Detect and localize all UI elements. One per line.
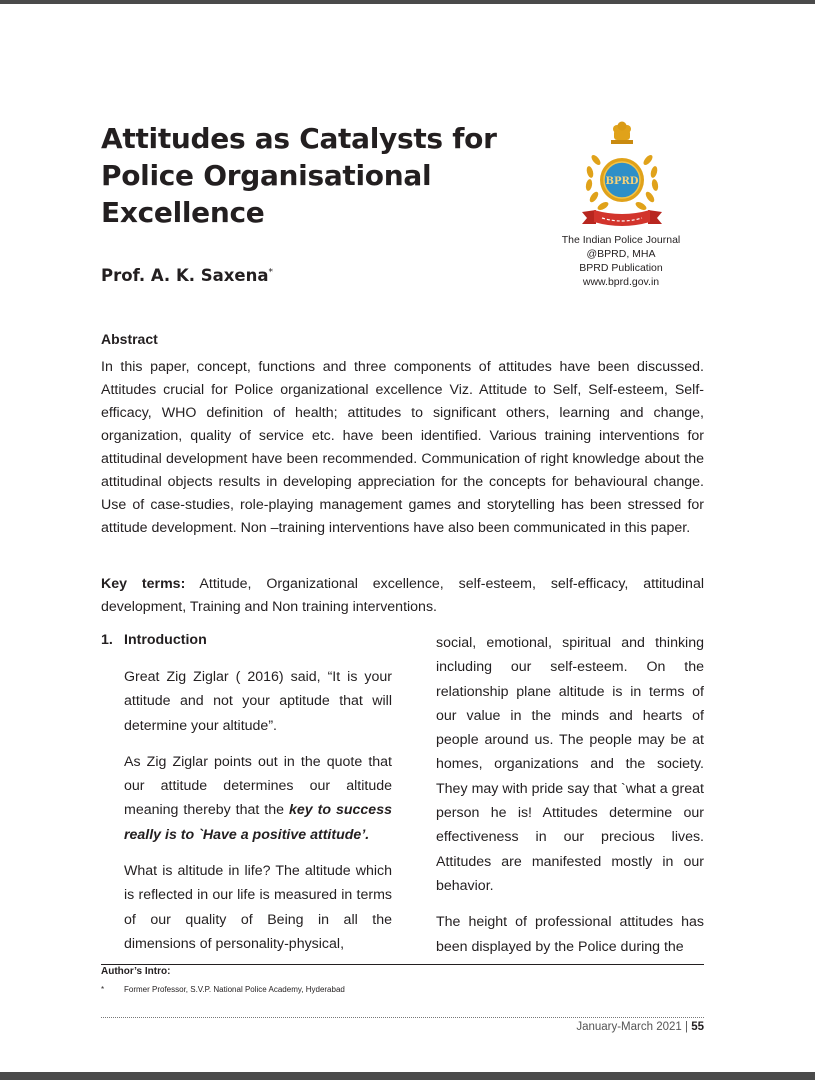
abstract-heading: Abstract [101,331,158,347]
journal-name: The Indian Police Journal [561,234,681,246]
author-name [101,266,273,285]
author-name-text: Prof. A. K. Saxena [101,266,269,285]
right-column [436,631,704,971]
footnote-text [101,985,345,994]
section-title: Introduction [124,632,207,648]
footer-divider [101,1017,704,1018]
intro-paragraph-5: The height of professional attitudes has been displayed by the Police during the [436,914,704,955]
author-footnote-mark: * [268,267,273,278]
bottom-border [0,1072,815,1080]
intro-paragraph-2-emphasis: key to success really is to `Have a positive attitude’. [124,802,392,843]
top-border [0,0,815,4]
intro-paragraph-2 [124,750,392,847]
bprd-emblem-icon [576,120,668,230]
intro-paragraph-2-text: As Zig Ziglar points out in the quote that our attitude determines our altitude meaning thereby that the [124,753,392,819]
journal-website: www.bprd.gov.in [582,276,660,288]
section-heading-introduction [101,632,207,648]
page-footer [500,1021,704,1033]
intro-paragraph-3: What is altitude in life? The altitude which is reflected in our life is measured in terms of our quality of Being in all the dimensions of personality-physical, [124,863,392,952]
footnote-divider [101,964,704,965]
key-terms-text: Attitude, Organizational excellence, self-esteem, self-efficacy, attitudinal development, Training and Non training interventions. [101,576,704,615]
footer-separator: | [685,1021,688,1033]
issue-date: January-March 2021 [576,1021,682,1033]
left-column [124,665,392,968]
intro-paragraph-4: social, emotional, spiritual and thinking including our self-esteem. On the relationship plane altitude is in terms of our value in the minds and hearts of people around us. The people may be at homes, organizations and the society. They may with pride say that `what a great person he is! Attitudes determine our effectiveness in our precious lives. Attitudes are manifested mostly in our behavior. [436,635,704,894]
section-number: 1. [101,632,113,648]
abstract-text: In this paper, concept, functions and three components of attitudes have been discussed. Attitudes crucial for Police organizational excellence Viz. Attitude to Self, Self-esteem, Self-efficacy, WHO definition of health; attitudes to significant others, learning and change, organization, quality of service etc. have been identified. Various training interventions for attitudinal development have been recommended. Communication of right knowledge about the attitudinal objects results in developing appreciation for the concepts for behavioural change. Use of case-studies, role-playing management games and storytelling has been stressed for attitude development. Non –training interventions have also been communicated in this paper. [101,359,704,536]
article-title: Attitudes as Catalysts for Police Organisational Excellence [101,122,497,229]
page-number: 55 [691,1021,704,1033]
intro-paragraph-1: Great Zig Ziglar ( 2016) said, “It is your attitude and not your aptitude that will determine your altitude”. [124,669,392,734]
footnote-mark: * [101,985,105,994]
emblem-text: BPRD [605,176,639,187]
footnote-body: Former Professor, S.V.P. National Police Academy, Hyderabad [124,985,345,994]
key-terms-label: Key terms: [101,576,186,592]
lion-capital-icon [611,122,633,145]
journal-copyright: @BPRD, MHA [586,248,656,260]
journal-info [545,233,697,289]
footnote-heading: Author’s Intro: [101,966,171,977]
journal-publisher: BPRD Publication [579,262,663,274]
key-terms [101,573,704,619]
